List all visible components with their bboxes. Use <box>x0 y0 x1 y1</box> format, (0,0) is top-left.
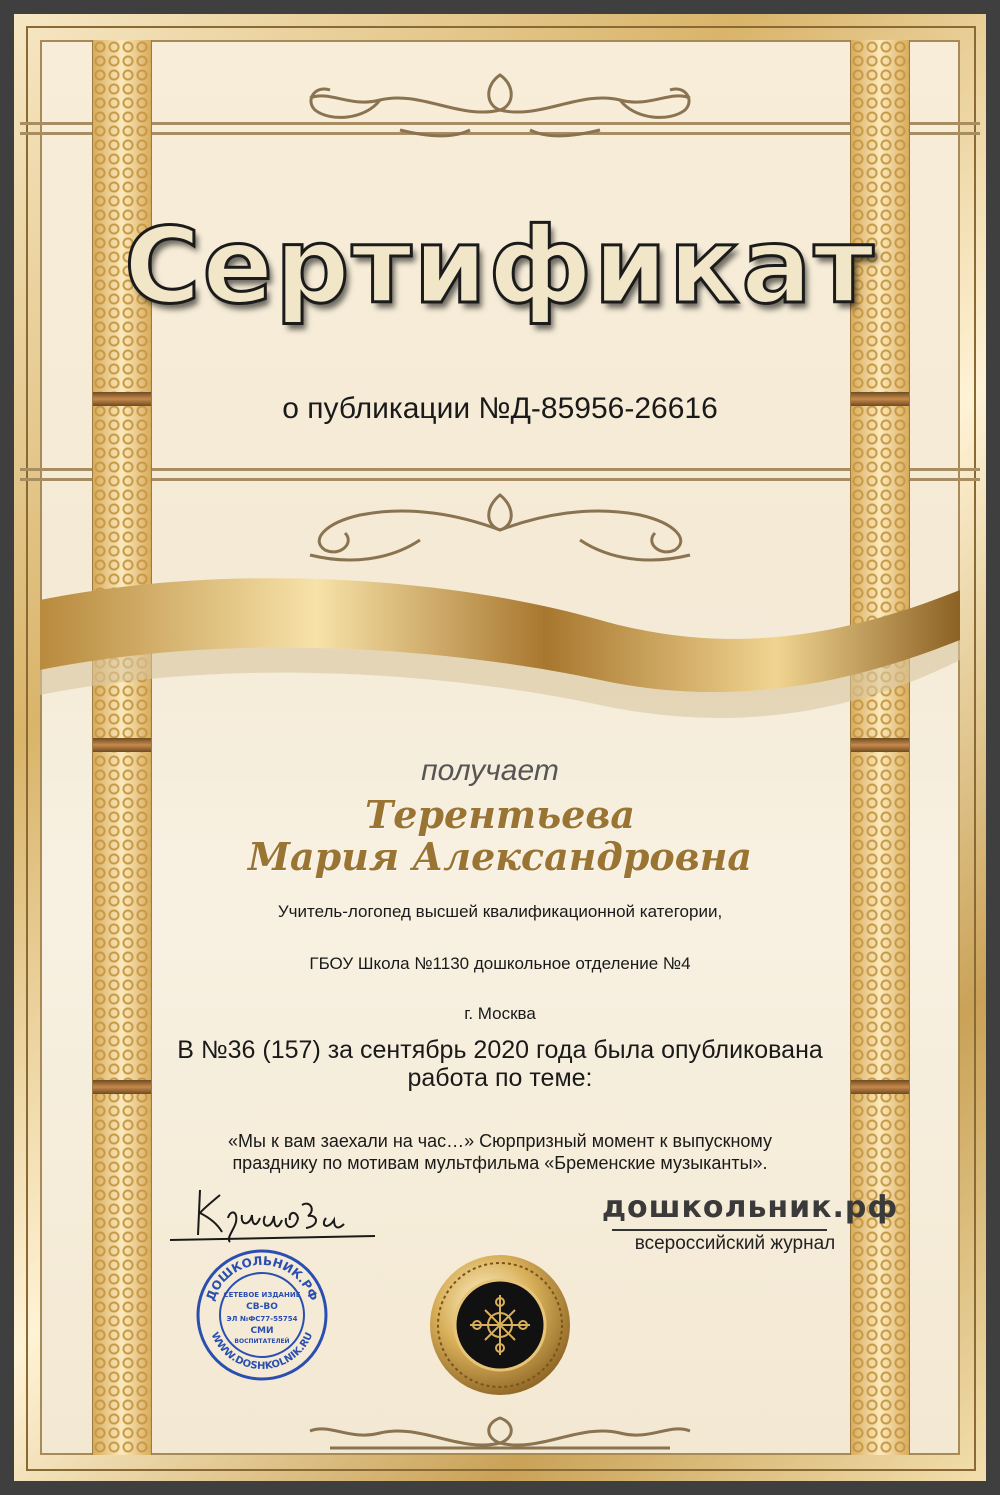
journal-tagline: всероссийский журнал <box>634 1233 836 1254</box>
journal-logo: дошкольник.рф <box>601 1190 899 1225</box>
recipient-city: г. Москва <box>464 1004 536 1023</box>
receives-label: получает <box>421 754 559 787</box>
round-stamp <box>192 1245 332 1385</box>
work-title-line2: празднику по мотивам мультфильма «Бременские музыканты». <box>232 1153 768 1173</box>
publication-info-line2: работа по теме: <box>407 1064 593 1092</box>
signature <box>160 1180 380 1250</box>
stamp-line2: СВ-ВО <box>246 1302 278 1312</box>
stamp-top-text: ДОШКОЛЬНИК.РФ <box>203 1253 321 1303</box>
stamp-line1: СЕТЕВОЕ ИЗДАНИЕ <box>223 1291 301 1299</box>
publication-number: о публикации №Д-85956-26616 <box>282 392 718 425</box>
gold-ribbon-wave <box>40 560 960 750</box>
recipient-given-names: Мария Александровна <box>247 834 753 879</box>
certificate-title: Сертификат <box>124 205 876 327</box>
bottom-flourish-ornament <box>270 1388 730 1478</box>
stamp-bottom-text: WWW.DOSHKOLNIK.RU <box>208 1330 316 1373</box>
stamp-line4: СМИ <box>250 1326 274 1336</box>
work-title-line1: «Мы к вам заехали на час…» Сюрпризный момент к выпускному <box>228 1131 772 1151</box>
recipient-organization: ГБОУ Школа №1130 дошкольное отделение №4 <box>309 954 691 973</box>
gold-medal-emblem <box>425 1250 575 1400</box>
top-flourish-ornament <box>270 60 730 150</box>
journal-logo-underline <box>612 1229 827 1231</box>
publication-info-line1: В №36 (157) за сентябрь 2020 года была опубликована <box>177 1036 823 1064</box>
middle-rule-1 <box>20 468 980 471</box>
stamp-line3: ЭЛ №ФС77-55754 <box>226 1315 298 1323</box>
middle-rule-2 <box>20 478 980 481</box>
recipient-surname: Терентьева <box>365 792 635 837</box>
stamp-line5: ВОСПИТАТЕЛЕЙ <box>234 1338 290 1345</box>
recipient-position: Учитель-логопед высшей квалификационной категории, <box>277 902 723 921</box>
